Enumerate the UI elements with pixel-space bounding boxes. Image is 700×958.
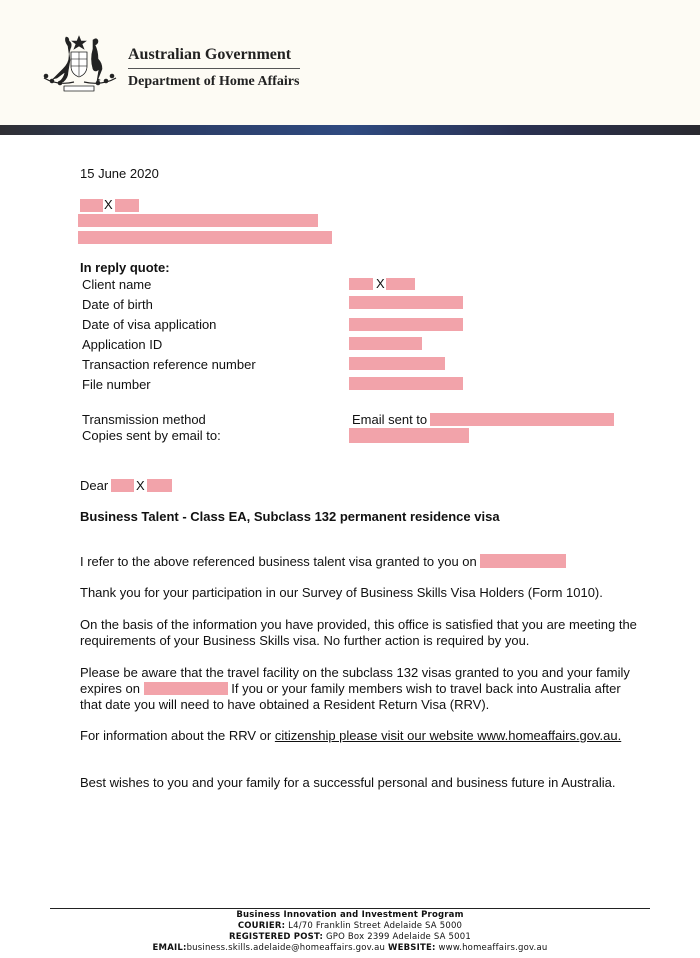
paragraph-5: For information about the RRV or citizenship please visit our website www.homeaffairs.gov.au. — [80, 728, 622, 743]
redaction — [349, 377, 463, 390]
field-label: File number — [82, 377, 151, 392]
salutation: Dear — [80, 478, 109, 493]
footer-website[interactable]: www.homeaffairs.gov.au — [438, 943, 548, 953]
transmission-label: Transmission method — [82, 412, 206, 427]
paragraph-4: Please be aware that the travel facility on the subclass 132 visas granted to you and your family expires on If you or your family members wish to travel back into Australia after that date you will need to have obtained a Resident Return Visa (RRV). — [80, 665, 630, 712]
field-label: Transaction reference number — [82, 357, 256, 372]
footer-divider — [50, 908, 650, 909]
redaction — [111, 479, 134, 492]
footer-courier: COURIER: L4/70 Franklin Street Adelaide SA 5000 — [237, 921, 463, 931]
transmission-value: Email sent to — [352, 412, 428, 427]
header-divider — [128, 68, 300, 69]
redaction — [430, 413, 614, 426]
redaction — [115, 199, 139, 212]
footer-contact: EMAIL:business.skills.adelaide@homeaffairs.gov.au WEBSITE: www.homeaffairs.gov.au — [152, 943, 548, 953]
field-label: Date of visa application — [82, 317, 217, 332]
redaction — [349, 278, 373, 290]
x-mark: X — [136, 478, 145, 493]
paragraph-3: On the basis of the information you have provided, this office is satisfied that you are meeting the requirements of your Business Skills visa. No further action is required by you. — [80, 617, 637, 648]
paragraph-2: Thank you for your participation in our Survey of Business Skills Visa Holders (Form 1010). — [80, 585, 603, 600]
field-label: Date of birth — [82, 297, 153, 312]
paragraph-1: I refer to the above referenced business talent visa granted to you on — [80, 554, 640, 570]
redaction — [349, 428, 469, 443]
copies-label: Copies sent by email to: — [82, 428, 221, 443]
redaction — [144, 682, 228, 695]
letter-subject: Business Talent - Class EA, Subclass 132 permanent residence visa — [80, 509, 500, 524]
website-link[interactable]: citizenship please visit our website www.homeaffairs.gov.au. — [274, 728, 622, 743]
department-name: Department of Home Affairs — [128, 74, 300, 89]
x-mark: X — [104, 197, 113, 212]
x-mark: X — [376, 276, 385, 291]
redaction — [78, 231, 332, 244]
field-label: Client name — [82, 277, 152, 292]
footer-email[interactable]: business.skills.adelaide@homeaffairs.gov.au — [186, 943, 386, 953]
redaction — [349, 357, 445, 370]
redaction — [147, 479, 172, 492]
redaction — [78, 214, 318, 227]
reply-quote-heading: In reply quote: — [80, 260, 170, 275]
letter-date: 15 June 2020 — [80, 166, 159, 181]
letterhead — [0, 0, 700, 125]
government-name: Australian Government — [128, 46, 292, 63]
redaction — [349, 337, 422, 350]
header-band — [0, 125, 700, 135]
redaction — [349, 318, 463, 331]
footer-post: REGISTERED POST: GPO Box 2399 Adelaide SA 5001 — [229, 932, 471, 942]
redaction — [349, 296, 463, 309]
field-label: Application ID — [82, 337, 163, 352]
footer-program: Business Innovation and Investment Program — [236, 910, 464, 920]
redaction — [80, 199, 103, 212]
redaction — [480, 554, 566, 568]
coat-of-arms-icon — [38, 34, 120, 96]
paragraph-6: Best wishes to you and your family for a successful personal and business future in Australia. — [80, 775, 616, 790]
redaction — [386, 278, 415, 290]
